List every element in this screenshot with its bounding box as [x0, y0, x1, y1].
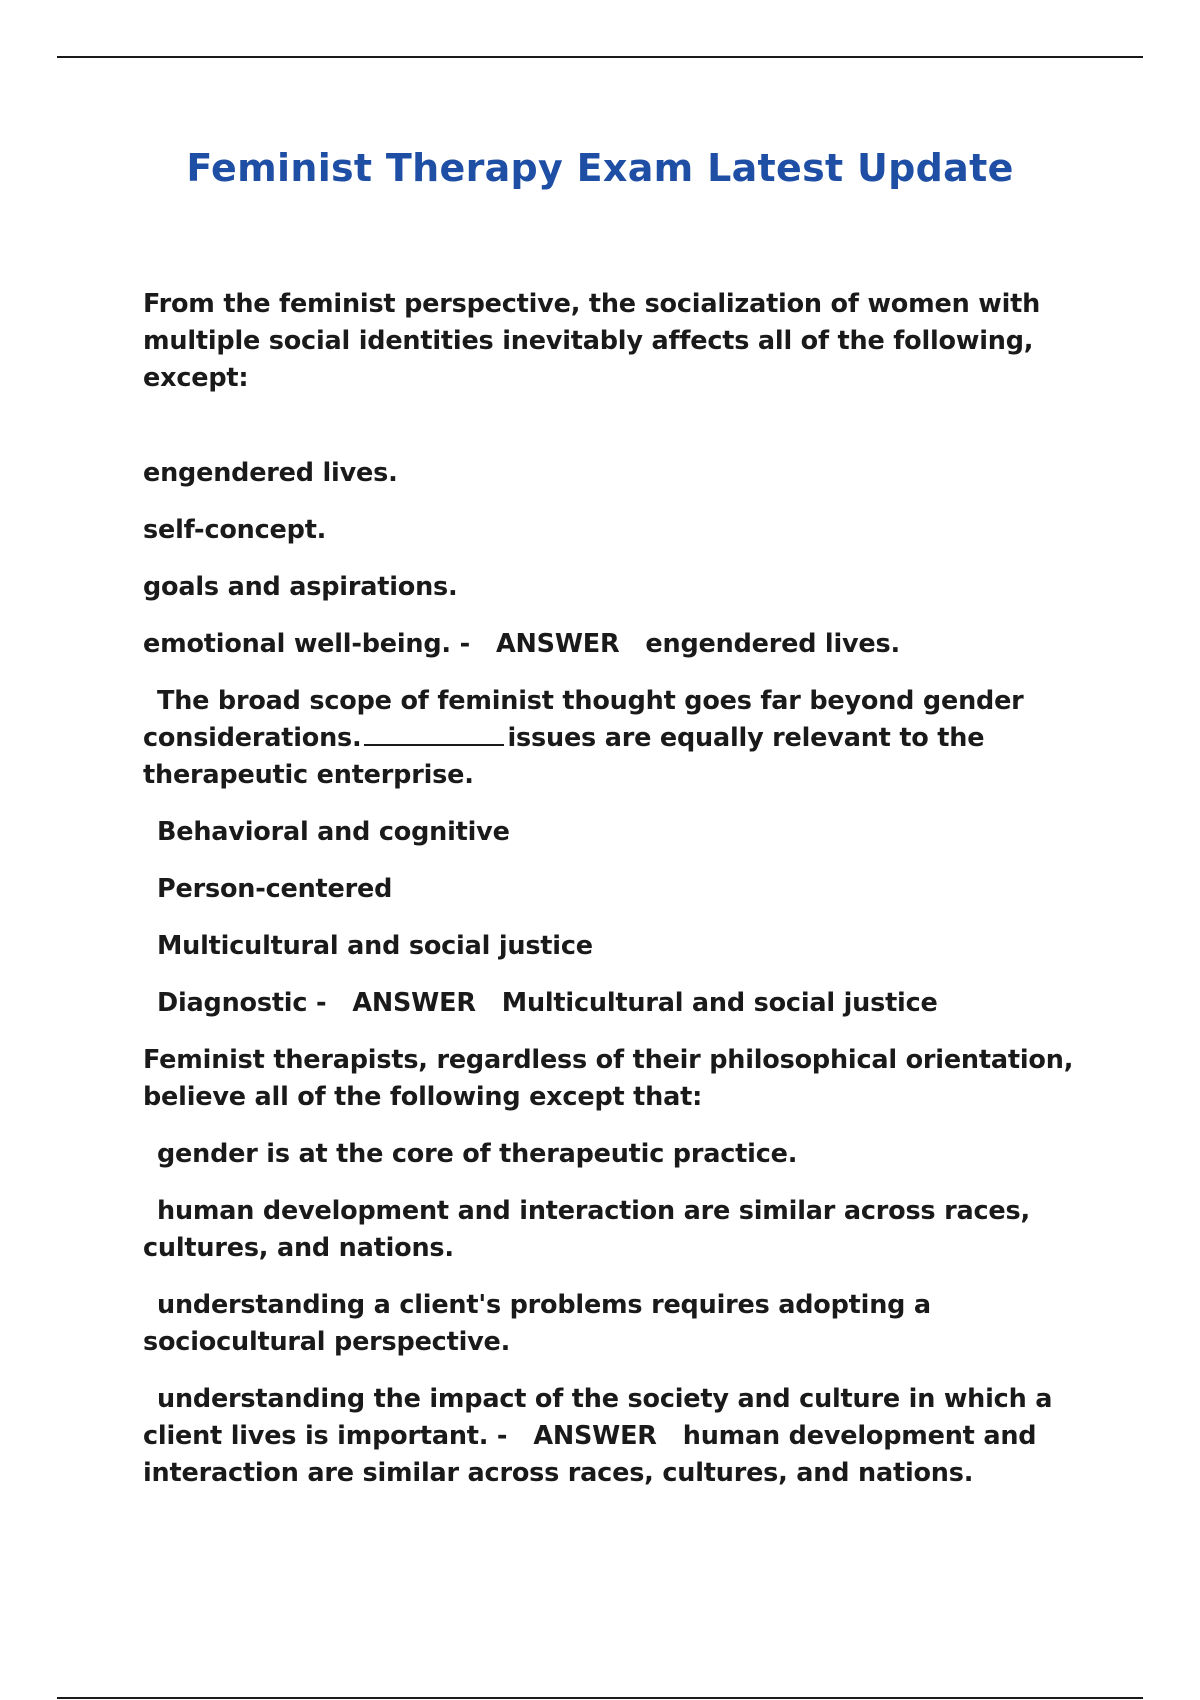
- q2-answer: Multicultural and social justice: [501, 988, 938, 1018]
- q3-option-1: [143, 1136, 1103, 1173]
- q3-option-4-with-answer: [143, 1381, 1103, 1492]
- question-2: [143, 683, 1103, 794]
- question-3: Feminist therapists, regardless of their philosophical orientation, believe all of the following except that:: [143, 1045, 1074, 1112]
- q3-answer: human development and interaction are similar across races, cultures, and nations.: [143, 1421, 1037, 1488]
- q2-option-4-with-answer: [143, 985, 1103, 1022]
- q1-option-4: emotional well-being. -: [143, 629, 470, 659]
- q3-option-2-text: human development and interaction are similar across races, cultures, and nations.: [143, 1196, 1030, 1263]
- document-title: Feminist Therapy Exam Latest Update: [186, 146, 1014, 190]
- q3-answer-label: ANSWER: [533, 1421, 657, 1451]
- q1-option-1: engendered lives.: [143, 458, 398, 488]
- q3-option-3: [143, 1287, 1103, 1361]
- q3-option-1-text: gender is at the core of therapeutic practice.: [157, 1139, 798, 1169]
- q1-answer: engendered lives.: [645, 629, 900, 659]
- q2-answer-label: ANSWER: [352, 988, 476, 1018]
- q1-option-3: goals and aspirations.: [143, 572, 458, 602]
- q3-option-4: understanding the impact of the society and culture in which a client lives is important. -: [143, 1384, 1053, 1451]
- q2-option-4: Diagnostic -: [157, 988, 327, 1018]
- q2-blank: [364, 722, 504, 746]
- q2-option-3: Multicultural and social justice: [157, 931, 593, 961]
- q2-option-1: Behavioral and cognitive: [157, 817, 510, 847]
- q3-option-3-text: understanding a client's problems requires adopting a sociocultural perspective.: [143, 1290, 931, 1357]
- q1-option-4-with-answer: [143, 626, 1103, 663]
- q2-question-part2: issues are equally relevant to the therapeutic enterprise.: [143, 723, 985, 790]
- question-1: From the feminist perspective, the socialization of women with multiple social identities inevitably affects all of the following, except:: [143, 289, 1041, 393]
- top-rule: [57, 56, 1143, 58]
- q2-question-part1: The broad scope of feminist thought goes far beyond gender considerations.: [143, 686, 1024, 753]
- q1-answer-label: ANSWER: [495, 629, 620, 659]
- q1-option-2: self-concept.: [143, 515, 327, 545]
- q2-option-2: Person-centered: [157, 874, 393, 904]
- q3-option-2: [143, 1193, 1103, 1267]
- bottom-rule: [57, 1697, 1143, 1699]
- document-body: [143, 286, 1103, 1512]
